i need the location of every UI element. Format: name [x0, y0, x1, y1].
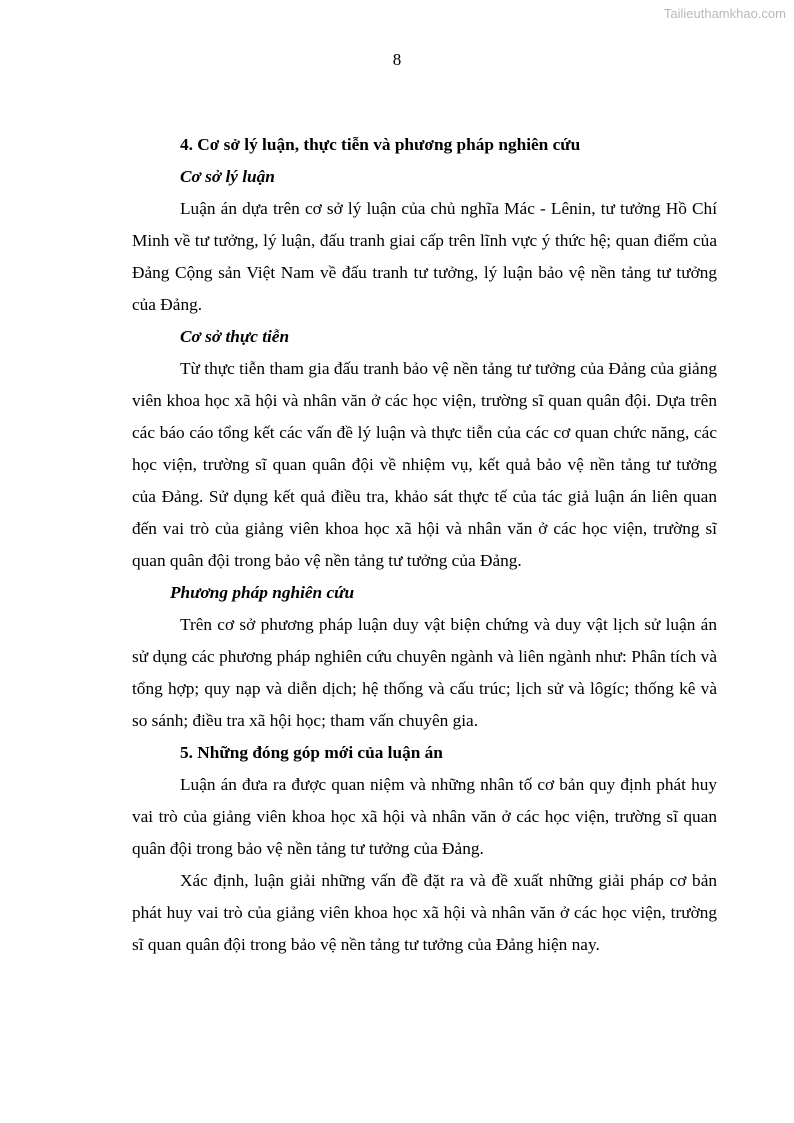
practical-basis-title: Cơ sở thực tiễn [180, 327, 290, 346]
theory-basis-paragraph: Luận án dựa trên cơ sở lý luận của chủ nghĩa Mác - Lênin, tư tưởng Hồ Chí Minh về tư tưởng, lý luận, đấu tranh giai cấp trên lĩnh vực ý thức hệ; quan điểm của Đảng Cộng sản Việt Nam về đấu tranh tư tưởng, lý luận bảo vệ nền tảng tư tưởng của Đảng. [132, 199, 717, 314]
research-method-paragraph: Trên cơ sở phương pháp luận duy vật biện chứng và duy vật lịch sử luận án sử dụng các phương pháp nghiên cứu chuyên ngành và liên ngành như: Phân tích và tổng hợp; quy nạp và diễn dịch; hệ thống và cấu trúc; lịch sử và lôgíc; thống kê và so sánh; điều tra xã hội học; tham vấn chuyên gia. [132, 615, 717, 730]
page-number: 8 [392, 50, 402, 69]
watermark: Tailieuthamkhao.com [663, 6, 786, 21]
theory-basis-title: Cơ sở lý luận [180, 167, 275, 186]
section-4-heading: 4. Cơ sở lý luận, thực tiễn và phương pháp nghiên cứu [180, 135, 581, 154]
contribution-paragraph-1: Luận án đưa ra được quan niệm và những nhân tố cơ bản quy định phát huy vai trò của giảng viên khoa học xã hội và nhân văn ở các học viện, trường sĩ quan quân đội trong bảo vệ nền tảng tư tưởng của Đảng. [132, 775, 717, 858]
contribution-paragraph-2: Xác định, luận giải những vấn đề đặt ra và đề xuất những giải pháp cơ bản phát huy vai trò của giảng viên khoa học xã hội và nhân văn ở các học viện, trường sĩ quan quân đội trong bảo vệ nền tảng tư tưởng của Đảng hiện nay. [132, 871, 717, 954]
practical-basis-paragraph: Từ thực tiễn tham gia đấu tranh bảo vệ nền tảng tư tưởng của Đảng của giảng viên khoa học xã hội và nhân văn ở các học viện, trường sĩ quan quân đội. Dựa trên các báo cáo tổng kết các vấn đề lý luận và thực tiễn của các cơ quan chức năng, các học viện, trường sĩ quan quân đội về nhiệm vụ, kết quả bảo vệ nền tảng tư tưởng của Đảng. Sử dụng kết quả điều tra, khảo sát thực tế của tác giả luận án liên quan đến vai trò của giảng viên khoa học xã hội và nhân văn ở các học viện, trường sĩ quan quân đội trong bảo vệ nền tảng tư tưởng của Đảng. [132, 359, 717, 570]
document-body [132, 129, 717, 961]
section-5-heading: 5. Những đóng góp mới của luận án [180, 743, 443, 762]
research-method-title: Phương pháp nghiên cứu [170, 583, 355, 602]
